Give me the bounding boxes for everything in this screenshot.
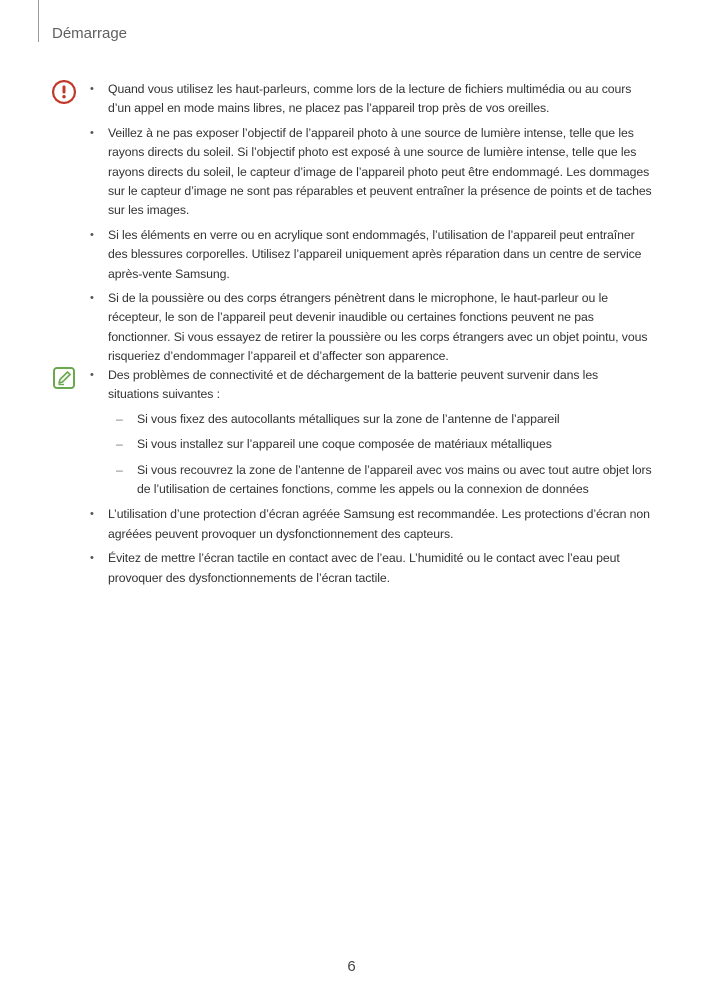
page-number: 6 xyxy=(347,958,356,975)
note-subitem: – Si vous installez sur l’appareil une coque composée de matériaux métalliques xyxy=(116,437,552,452)
caution-item-text: Veillez à ne pas exposer l’objectif de l’appareil photo à une source de lumière intense, telle que les rayons directs du soleil. Si l’objectif photo est exposé à une source de lumière intense, telle que les rayons directs du soleil, le capteur d’image de l’appareil photo peut être endommagé. Les dommages sur le capteur d’image ne sont pas réparables et peuvent entraîner la présence de points et de taches sur les images. xyxy=(108,125,652,218)
caution-item: • Si de la poussière ou des corps étrangers pénètrent dans le microphone, le haut-parleur ou le récepteur, le son de l’appareil peut devenir inaudible ou certaines fonctions peuvent ne pas fonctionner. Si vous essayez de retirer la poussière ou les corps étrangers avec un objet pointu, vous risqueriez d’endommager l’appareil et d’affecter son apparence. xyxy=(90,291,648,364)
section-title: Démarrage xyxy=(52,25,128,42)
note-subitem-text: Si vous fixez des autocollants métalliques sur la zone de l’antenne de l’appareil xyxy=(137,411,560,426)
note-sublist xyxy=(108,410,652,500)
note-item-text: L’utilisation d’une protection d’écran agréée Samsung est recommandée. Les protections d’écran non agréées peuvent provoquer un dysfonctionnement des capteurs. xyxy=(108,507,650,541)
note-item: • Évitez de mettre l’écran tactile en contact avec de l’eau. L’humidité ou le contact avec l’eau peut provoquer des dysfonctionnements de l’écran tactile. xyxy=(90,551,620,585)
note-item-text: Évitez de mettre l’écran tactile en contact avec de l’eau. L’humidité ou le contact avec l’eau peut provoquer des dysfonctionnements de l’écran tactile. xyxy=(108,551,620,585)
note-subitem: – Si vous fixez des autocollants métalliques sur la zone de l’antenne de l’appareil xyxy=(116,411,560,426)
caution-item: • Si les éléments en verre ou en acrylique sont endommagés, l’utilisation de l’appareil peut entraîner des blessures corporelles. Utilisez l’appareil uniquement après réparation dans un centre de service après-vente Samsung. xyxy=(90,227,642,281)
header-rule xyxy=(38,0,39,42)
caution-item: • Veillez à ne pas exposer l’objectif de l’appareil photo à une source de lumière intense, telle que les rayons directs du soleil. Si l’objectif photo est exposé à une source de lumière intense, telle que les rayons directs du soleil, le capteur d’image de l’appareil photo peut être endommagé. Les dommages sur le capteur d’image ne sont pas réparables et peuvent entraîner la présence de points et de taches sur les images. xyxy=(90,125,652,218)
caution-item: • Quand vous utilisez les haut-parleurs, comme lors de la lecture de fichiers multimédia ou au cours d’un appel en mode mains libres, ne placez pas l’appareil trop près de vos oreilles. xyxy=(90,82,632,116)
caution-item-text: Si les éléments en verre ou en acrylique sont endommagés, l’utilisation de l’appareil peut entraîner des blessures corporelles. Utilisez l’appareil uniquement après réparation dans un centre de service après-vente Samsung. xyxy=(108,227,642,281)
caution-list xyxy=(52,80,652,367)
note-item-text: Des problèmes de connectivité et de déchargement de la batterie peuvent survenir dans les situations suivantes : xyxy=(108,368,599,402)
note-list xyxy=(52,366,652,588)
note-block xyxy=(52,366,652,593)
note-item: • L’utilisation d’une protection d’écran agréée Samsung est recommandée. Les protections d’écran non agréées peuvent provoquer un dysfonctionnement des capteurs. xyxy=(90,507,650,541)
note-subitem-text: Si vous recouvrez la zone de l’antenne de l’appareil avec vos mains ou avec tout autre objet lors de l’utilisation de certaines fonctions, comme les appels ou la connexion de données xyxy=(137,462,652,497)
caution-block xyxy=(52,80,652,372)
note-item: • Des problèmes de connectivité et de déchargement de la batterie peuvent survenir dans les situations suivantes : – Si vous fixez des autocollants métalliques sur la zone de l’antenne de l’appareil – Si vous installez sur l’appareil une coque composée de matériaux métalliques – Si vous recouvrez la zone de l’antenne de l’appareil avec vos mains ou avec tout autre objet lors de l’utilisation de certaines fonctions, comme les appels ou la connexion de données xyxy=(52,366,652,499)
note-subitem-text: Si vous installez sur l’appareil une coque composée de matériaux métalliques xyxy=(137,437,552,452)
note-subitem: – Si vous recouvrez la zone de l’antenne de l’appareil avec vos mains ou avec tout autre objet lors de l’utilisation de certaines fonctions, comme les appels ou la connexion de données xyxy=(116,462,652,497)
caution-item-text: Quand vous utilisez les haut-parleurs, comme lors de la lecture de fichiers multimédia ou au cours d’un appel en mode mains libres, ne placez pas l’appareil trop près de vos oreilles. xyxy=(108,82,632,116)
caution-item-text: Si de la poussière ou des corps étrangers pénètrent dans le microphone, le haut-parleur ou le récepteur, le son de l’appareil peut devenir inaudible ou certaines fonctions peuvent ne pas fonctionner. Si vous essayez de retirer la poussière ou les corps étrangers avec un objet pointu, vous risqueriez d’endommager l’appareil et d’affecter son apparence. xyxy=(108,291,648,364)
